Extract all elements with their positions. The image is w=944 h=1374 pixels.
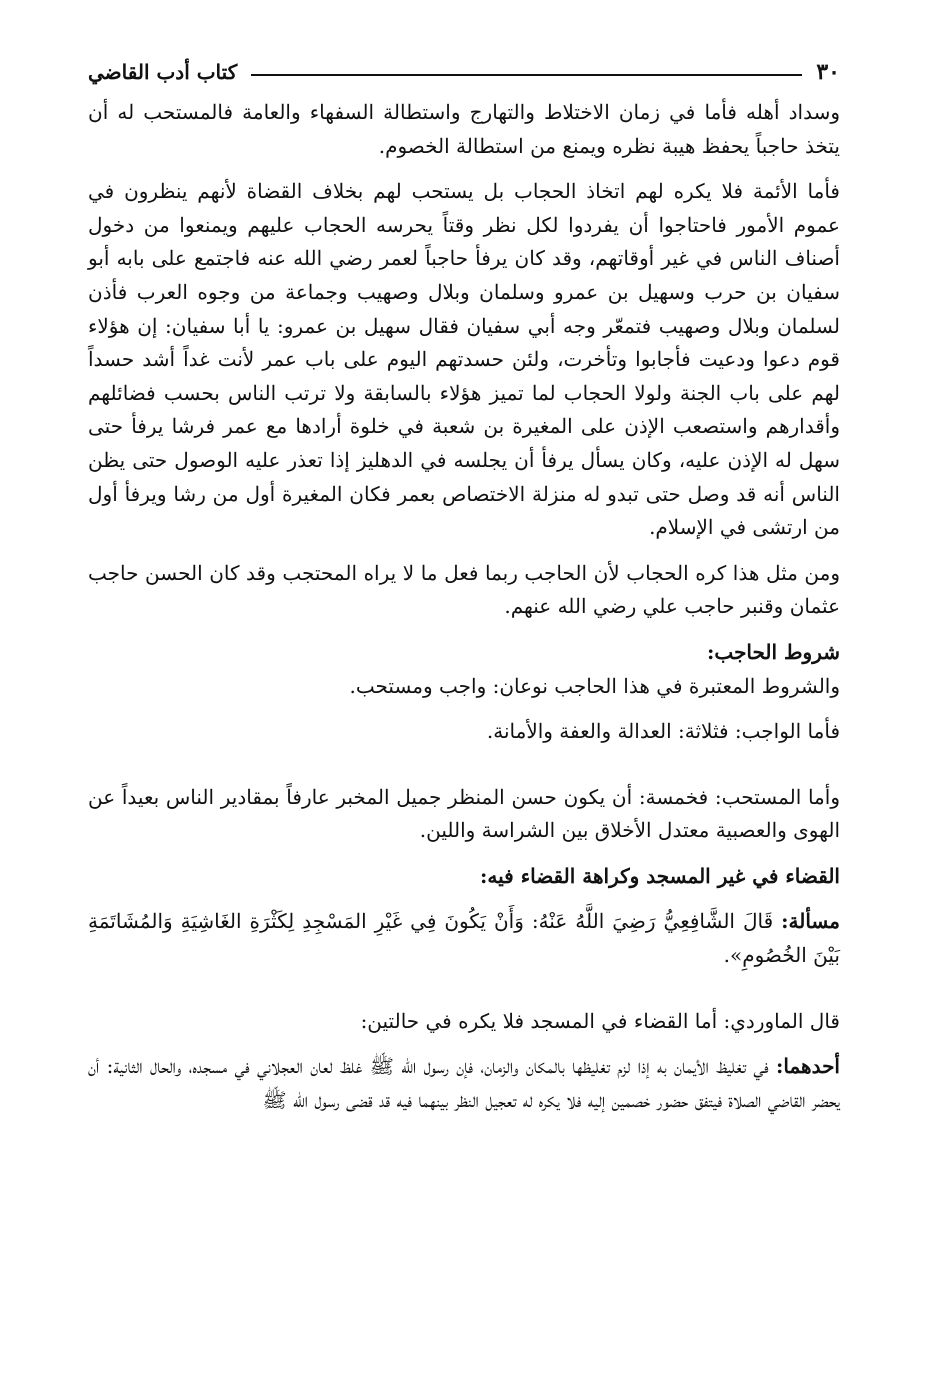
paragraph-recommended: وأما المستحب: فخمسة: أن يكون حسن المنظر جميل المخبر عارفاً بمقادير الناس بعيداً عن الهوى والعصبية معتدل الأخلاق بين الشراسة واللين. (88, 784, 840, 843)
heading-conditions: شروط الحاجب: (707, 639, 840, 664)
page-number: ٣٠ (816, 59, 840, 85)
paragraph-dislike: ومن مثل هذا كره الحجاب لأن الحاجب ربما فعل ما لا يراه المحتجب وقد كان الحسن حاجب عثمان وقنبر حاجب علي رضي الله عنهم. (88, 560, 840, 619)
first-case-label: أحدهما: (775, 1054, 840, 1079)
paragraph-continuation: وسداد أهله فأما في زمان الاختلاط والتهارج واستطالة السفهاء والعامة فالمستحب له أن يتخذ حاجباً يحفظ هيبة نظره ويمنع من استطالة الخصوم. (88, 100, 840, 158)
paragraph-imams: فأما الأئمة فلا يكره لهم اتخاذ الحجاب بل يستحب لهم بخلاف القضاة لأنهم ينظرون في عموم الأمور فاحتاجوا أن يفردوا لكل نظر وقتاً يحرسه الحجاب عليهم ويمنعوا من دخول أصناف الناس في غير أوقاتهم، وقد كان يرفأ حاجباً لعمر رضي الله عنه فاجتمع على بابه أبو سفيان بن حرب وسهيل بن عمرو وسلمان وبلال وصهيب وجماعة من وجوه العرب فأذن لسلمان وبلال وصهيب فتمعّر وجه أبي سفيان فقال سهيل بن عمرو: يا أبا سفيان: إن هؤلاء قوم دعوا ودعيت فأجابوا وتأخرت، ولئن حسدتهم اليوم على باب عمر لأنت غداً أشد حسداً لهم على باب الجنة ولولا الحجاب لما تميز هؤلاء بالسابقة ولا ترتب الناس بحسب فضائلهم وأقدارهم واستصعب الإذن على المغيرة بن شعبة في خلوة أرادها مع عمر فرشا يرفأ حتى سهل له الإذن عليه، وكان يسأل يرفأ أن يجلسه في الدهليز إذا تعذر عليه الوصول حتى يظن الناس أنه قد وصل حتى تبدو له منزلة الاختصاص بعمر فكان المغيرة أول من رشا ويرفأ أول من ارتشى في الإسلام. (88, 179, 840, 540)
issue-label: مسألة: (781, 909, 840, 934)
document-page (88, 50, 840, 1117)
body-text (88, 96, 840, 1117)
paragraph-issue (88, 905, 840, 972)
header-rule (251, 74, 802, 76)
paragraph-mawardi: قال الماوردي: أما القضاء في المسجد فلا يكره في حالتين: (360, 1008, 840, 1033)
paragraph-first-case (88, 1050, 840, 1117)
first-case-text: في تغليظ الأيمان به إذا لزم تغليظها بالمكان والزمان، فإن رسول الله ﷺ غلظ لعان العجلاني في مسجده، والحال الثانية: أن يحضر القاضي الصلاة فيتفق حضور خصمين إليه فلا يكره له تعجيل النظر بينهما فيه قد قضى رسول الله ﷺ (88, 1054, 840, 1112)
book-title: كتاب أدب القاضي (88, 60, 238, 84)
paragraph-obligatory: فأما الواجب: فثلاثة: العدالة والعفة والأمانة. (486, 719, 840, 744)
issue-text: قَالَ الشَّافِعِيُّ رَضِيَ اللَّهُ عَنْهُ: وَأَنْ يَكُونَ فِي غَيْرِ المَسْجِدِ لِكَثْرَةِ الغَاشِيَةِ وَالمُشَاتَمَةِ بَيْنَ الخُصُومِ». (88, 909, 840, 968)
page-header (88, 50, 840, 94)
paragraph-conditions-intro: والشروط المعتبرة في هذا الحاجب نوعان: واجب ومستحب. (349, 673, 840, 698)
heading-mosque: القضاء في غير المسجد وكراهة القضاء فيه: (480, 863, 840, 888)
